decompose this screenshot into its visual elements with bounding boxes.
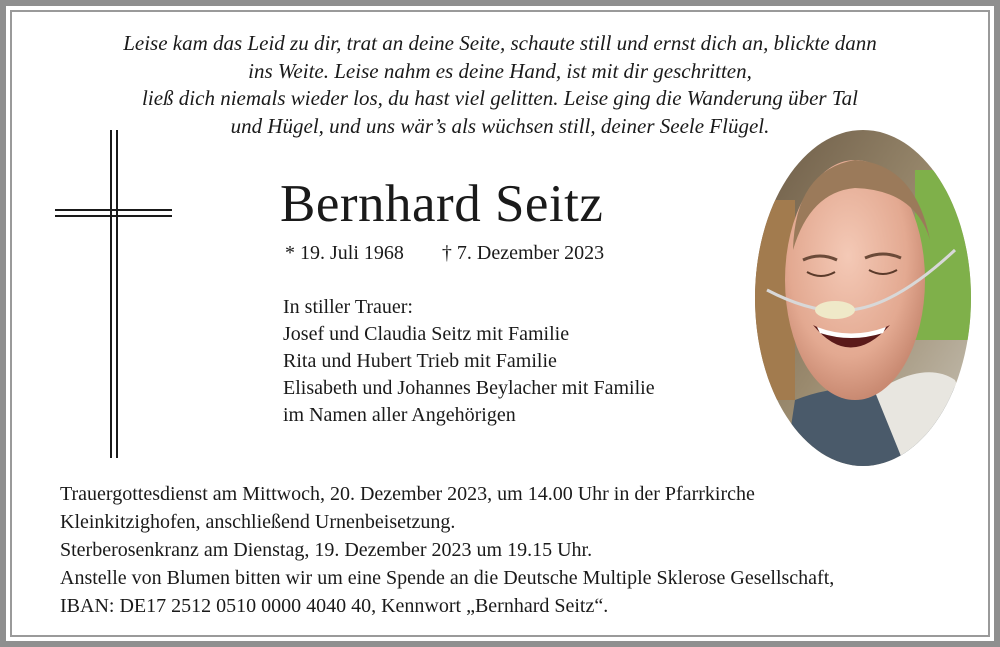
info-line: IBAN: DE17 2512 0510 0000 4040 40, Kennwort „Bernhard Seitz“. [60, 595, 609, 617]
poem-line: ins Weite. Leise nahm es deine Hand, ist mit dir geschritten, [248, 58, 752, 83]
mourners-heading: In stiller Trauer: [283, 296, 413, 318]
info-line: Sterberosenkranz am Dienstag, 19. Dezember 2023 um 19.15 Uhr. [60, 539, 593, 561]
mourner-line: Josef und Claudia Seitz mit Familie [283, 323, 570, 345]
poem-line: und Hügel, und uns wär’s als wüchsen still, deiner Seele Flügel. [230, 113, 770, 138]
deceased-name: Bernhard Seitz [280, 175, 604, 233]
life-dates [285, 240, 604, 266]
cross-icon [55, 130, 175, 460]
mourners-block [283, 294, 655, 429]
portrait-photo [755, 130, 971, 466]
poem [40, 30, 960, 140]
mourner-line: Rita und Hubert Trieb mit Familie [283, 350, 557, 372]
poem-line: ließ dich niemals wieder los, du hast viel gelitten. Leise ging die Wanderung über Tal [142, 86, 858, 110]
service-info [60, 480, 834, 620]
mourner-line: Elisabeth und Johannes Beylacher mit Familie [283, 377, 655, 399]
birth-date: * 19. Juli 1968 [285, 242, 404, 264]
death-date: † 7. Dezember 2023 [441, 242, 605, 264]
info-line: Anstelle von Blumen bitten wir um eine Spende an die Deutsche Multiple Sklerose Gesellschaft, [60, 567, 835, 589]
mourner-line: im Namen aller Angehörigen [283, 404, 516, 426]
info-line: Trauergottesdienst am Mittwoch, 20. Dezember 2023, um 14.00 Uhr in der Pfarrkirche [60, 483, 755, 505]
poem-line: Leise kam das Leid zu dir, trat an deine Seite, schaute still und ernst dich an, blickte dann [123, 31, 877, 55]
info-line: Kleinkitzighofen, anschließend Urnenbeisetzung. [60, 511, 456, 533]
